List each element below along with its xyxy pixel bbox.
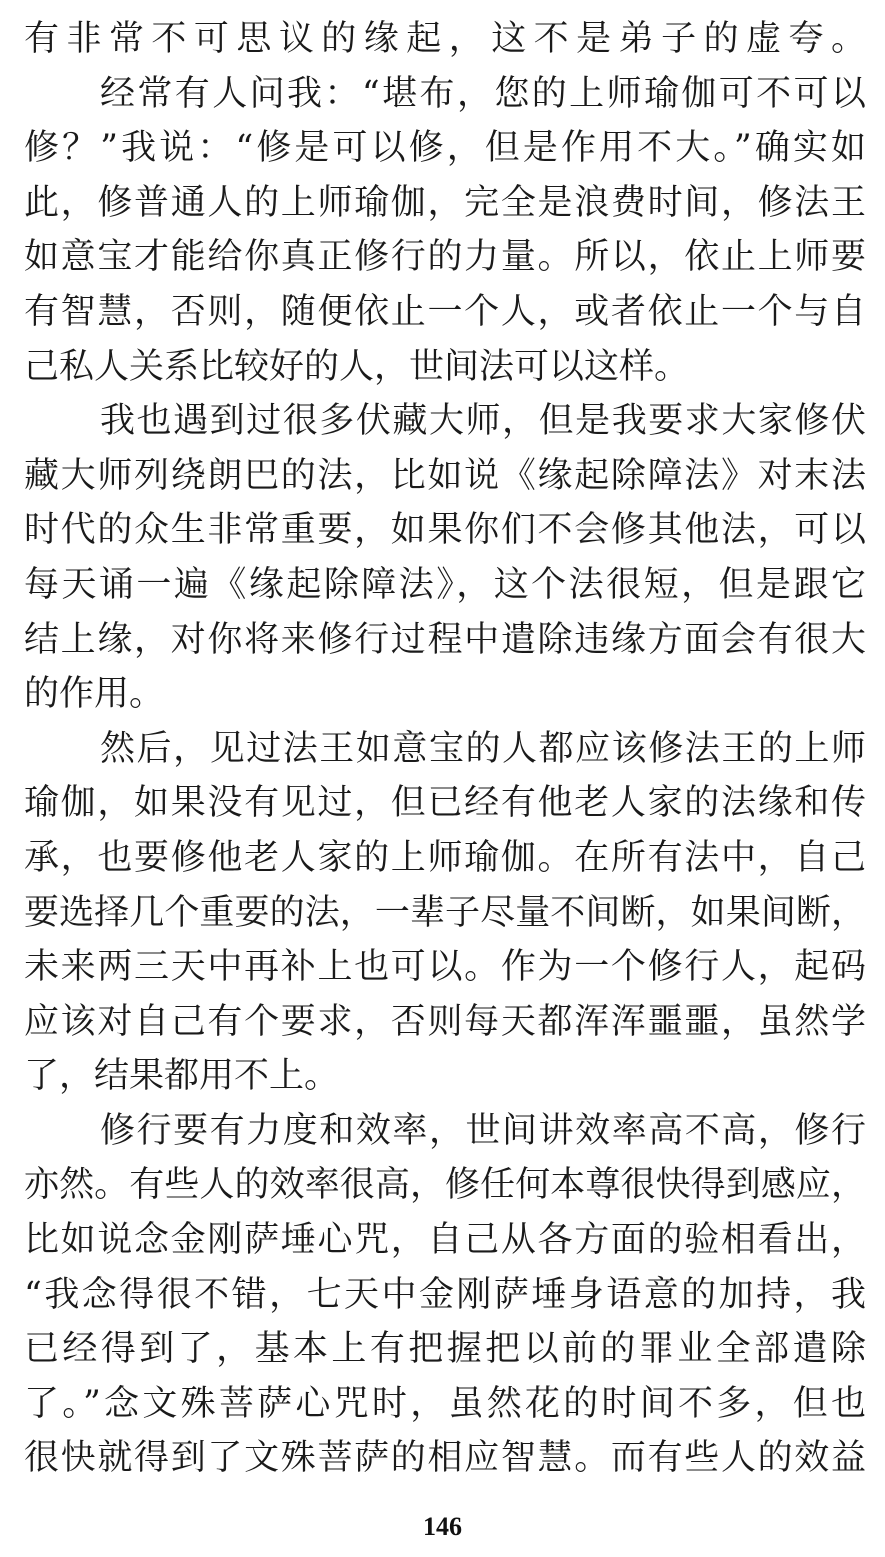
text-line: 修行要有力度和效率，世间讲效率高不高，修行 — [100, 1110, 866, 1151]
text-line: 己私人关系比较好的人，世间法可以这样。 — [24, 346, 690, 387]
text-line: 比如说念金刚萨埵心咒，自己从各方面的验相看出， — [24, 1220, 866, 1261]
text-line: 如意宝才能给你真正修行的力量。所以，依止上师要 — [24, 237, 866, 278]
text-line: 然后，见过法王如意宝的人都应该修法王的上师 — [100, 728, 866, 769]
text-line: 的作用。 — [24, 674, 165, 715]
text-line: 亦然。有些人的效率很高，修任何本尊很快得到感应， — [24, 1165, 866, 1206]
text-line: 要选择几个重要的法，一辈子尽量不间断，如果间断， — [24, 892, 866, 933]
text-line: “我念得很不错，七天中金刚萨埵身语意的加持，我 — [24, 1274, 866, 1315]
text-line: 此，修普通人的上师瑜伽，完全是浪费时间，修法王 — [24, 182, 866, 223]
text-line: 修？”我说：“修是可以修，但是作用不大。”确实如 — [24, 128, 866, 169]
text-line: 结上缘，对你将来修行过程中遣除违缘方面会有很大 — [24, 619, 866, 660]
text-line: 应该对自己有个要求，否则每天都浑浑噩噩，虽然学 — [24, 1001, 866, 1042]
text-line: 我也遇到过很多伏藏大师，但是我要求大家修伏 — [100, 401, 866, 442]
text-line: 瑜伽，如果没有见过，但已经有他老人家的法缘和传 — [24, 783, 866, 824]
body-text — [24, 12, 866, 1486]
text-line: 未来两三天中再补上也可以。作为一个修行人，起码 — [24, 947, 866, 988]
text-line: 很快就得到了文殊菩萨的相应智慧。而有些人的效益 — [24, 1438, 866, 1479]
text-line: 有智慧，否则，随便依止一个人，或者依止一个与自 — [24, 291, 866, 332]
text-line: 时代的众生非常重要，如果你们不会修其他法，可以 — [24, 510, 866, 551]
page-number: 146 — [423, 1512, 462, 1541]
text-line: 已经得到了，基本上有把握把以前的罪业全部遣除 — [24, 1329, 866, 1370]
text-line: 了。”念文殊菩萨心咒时，虽然花的时间不多，但也 — [24, 1383, 866, 1424]
text-line: 承，也要修他老人家的上师瑜伽。在所有法中，自己 — [24, 837, 866, 878]
text-line: 藏大师列绕朗巴的法，比如说《缘起除障法》对末法 — [24, 455, 866, 496]
text-line: 有非常不可思议的缘起，这不是弟子的虚夸。 — [24, 19, 866, 59]
text-line: 了，结果都用不上。 — [24, 1056, 340, 1097]
text-line: 每天诵一遍《缘起除障法》，这个法很短，但是跟它 — [24, 564, 866, 605]
text-line: 经常有人问我：“堪布，您的上师瑜伽可不可以 — [100, 73, 866, 114]
